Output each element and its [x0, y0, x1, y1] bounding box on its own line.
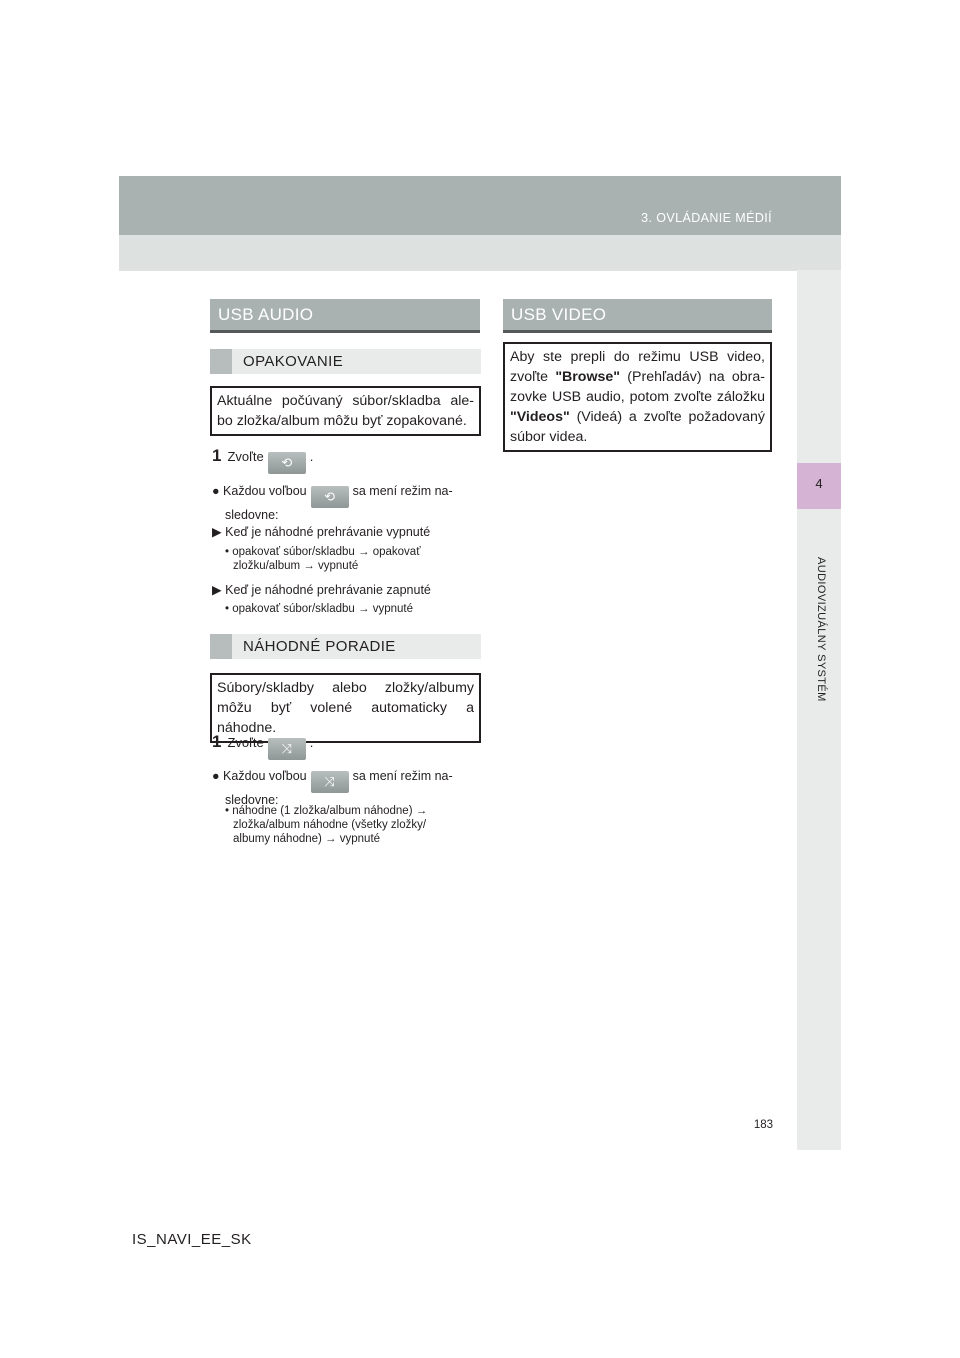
step-number: 1 — [212, 446, 222, 465]
condition-2-text: Keď je náhodné prehrávanie zapnuté — [225, 583, 431, 597]
triangle-icon: ▶ — [212, 525, 222, 539]
repeat-condition-1 — [212, 525, 430, 540]
video-info-line3: zovke USB audio, potom zvoľte záložku — [510, 389, 765, 405]
shuffle-step — [212, 732, 313, 760]
header-subband — [119, 235, 841, 271]
usb-video-info-box — [503, 342, 772, 452]
shuffle-icon[interactable]: ⤨ — [311, 771, 349, 793]
section-usb-video: USB VIDEO — [503, 299, 772, 333]
bullet-text-c: sledovne: — [225, 793, 279, 807]
browse-label: "Browse" — [555, 369, 621, 385]
repeat-info-line2: bo zložka/album môžu byť zopakované. — [217, 413, 467, 429]
shuffle-info-line2: môžu byť volené automaticky a náhodne. — [217, 700, 474, 736]
condition-1-line2: zložku/album → vypnuté — [233, 560, 359, 572]
step-end: . — [309, 449, 314, 464]
shuffle-detail — [225, 804, 481, 846]
bullet-text-c: sledovne: — [225, 508, 279, 522]
bullet-text-a: Každou voľbou — [223, 769, 307, 783]
videos-label: "Videos" — [510, 409, 570, 425]
dot-icon: • — [225, 603, 230, 615]
step-text: Zvoľte — [227, 735, 264, 750]
side-tab-number: 4 — [815, 476, 823, 491]
video-info-line2-c: (Prehľadáv) na obra- — [627, 369, 766, 385]
bullet-dot-icon: ● — [212, 769, 220, 783]
shuffle-line2: zložka/album náhodne (všetky zložky/ — [233, 819, 427, 831]
video-info-line4 — [510, 407, 765, 427]
subsection-marker — [210, 634, 232, 659]
footer-code: IS_NAVI_EE_SK — [132, 1231, 252, 1248]
video-info-line4-b: (Videá) a zvoľte požadovaný — [576, 409, 765, 425]
repeat-info-line1: Aktuálne počúvaný súbor/skladba ale- — [217, 393, 474, 409]
condition-1-line1: opakovať súbor/skladbu → opakovať — [232, 546, 421, 558]
bullet-text-b: sa mení režim na- — [352, 484, 453, 498]
header-band — [119, 176, 841, 235]
dot-icon: • — [225, 546, 230, 558]
step-text: Zvoľte — [227, 449, 264, 464]
shuffle-line1: náhodne (1 zložka/album náhodne) → — [232, 805, 428, 817]
step-number: 1 — [212, 732, 222, 751]
shuffle-line3: albumy náhodne) → vypnuté — [233, 833, 381, 845]
side-tab-label: AUDIOVIZUÁLNY SYSTÉM — [815, 557, 827, 702]
video-info-line1: Aby ste prepli do režimu USB video, — [510, 349, 765, 365]
condition-2-line1: opakovať súbor/skladbu → vypnuté — [232, 603, 413, 615]
subsection-repeat-title: OPAKOVANIE — [243, 353, 344, 370]
video-info-line2-a: zvoľte — [510, 369, 549, 385]
subsection-repeat — [210, 349, 481, 374]
triangle-icon: ▶ — [212, 583, 222, 597]
chapter-title: 3. OVLÁDANIE MÉDIÍ — [641, 211, 772, 225]
shuffle-bullet — [212, 769, 482, 808]
section-usb-audio: USB AUDIO — [210, 299, 480, 333]
subsection-shuffle — [210, 634, 481, 659]
video-info-line5: súbor videa. — [510, 429, 588, 445]
repeat-condition-2-detail — [225, 602, 413, 616]
repeat-icon[interactable]: ⟲ — [268, 452, 306, 474]
repeat-info-box — [210, 386, 481, 436]
bullet-text-b: sa mení režim na- — [352, 769, 453, 783]
shuffle-info-line1: Súbory/skladby alebo zložky/albumy — [217, 680, 474, 696]
bullet-dot-icon: ● — [212, 484, 220, 498]
subsection-marker — [210, 349, 232, 374]
video-info-line2 — [510, 367, 765, 387]
step-end: . — [309, 735, 314, 750]
page-number: 183 — [753, 1119, 773, 1131]
bullet-text-a: Každou voľbou — [223, 484, 307, 498]
repeat-condition-2 — [212, 583, 431, 598]
subsection-shuffle-title: NÁHODNÉ PORADIE — [243, 638, 396, 655]
repeat-bullet — [212, 484, 482, 523]
repeat-condition-1-detail — [225, 545, 421, 573]
repeat-icon[interactable]: ⟲ — [311, 486, 349, 508]
condition-1-text: Keď je náhodné prehrávanie vypnuté — [225, 525, 431, 539]
dot-icon: • — [225, 805, 230, 817]
shuffle-icon[interactable]: ⤨ — [268, 738, 306, 760]
side-tab-strip — [797, 270, 841, 1150]
repeat-step — [212, 446, 313, 474]
